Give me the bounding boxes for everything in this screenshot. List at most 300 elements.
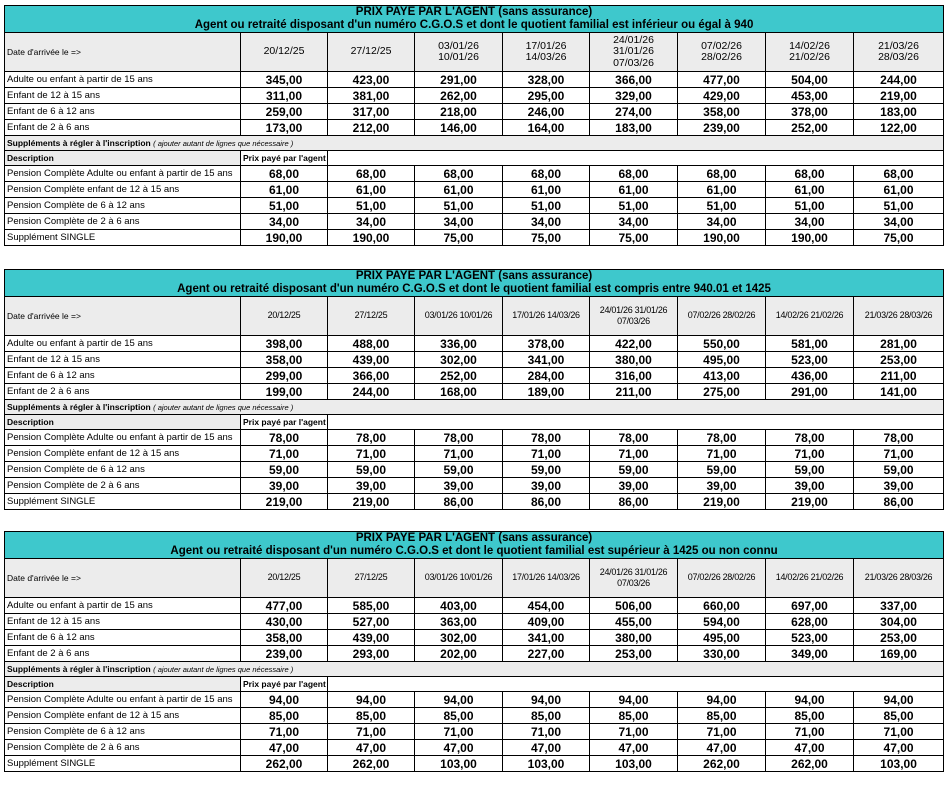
header-spacer <box>328 415 944 430</box>
supplement-price-cell: 71,00 <box>241 724 328 740</box>
price-cell: 211,00 <box>854 368 944 384</box>
supplement-price-cell: 86,00 <box>503 494 590 510</box>
arrival-date-cell <box>415 33 503 72</box>
price-cell: 275,00 <box>678 384 766 400</box>
supplement-price-cell: 61,00 <box>766 182 854 198</box>
price-cell: 422,00 <box>590 336 678 352</box>
price-cell: 488,00 <box>328 336 415 352</box>
supplement-price-cell: 34,00 <box>241 214 328 230</box>
price-cell: 218,00 <box>415 104 503 120</box>
row-label: Enfant de 2 à 6 ans <box>5 384 241 400</box>
table-row <box>5 368 944 384</box>
price-cell: 429,00 <box>678 88 766 104</box>
supplement-price-cell: 71,00 <box>503 446 590 462</box>
supplement-price-cell: 34,00 <box>415 214 503 230</box>
price-cell: 302,00 <box>415 630 503 646</box>
price-cell: 259,00 <box>241 104 328 120</box>
price-cell: 358,00 <box>241 352 328 368</box>
supplement-price-cell: 94,00 <box>415 692 503 708</box>
arrival-date: 14/03/26 <box>525 51 567 63</box>
row-label: Adulte ou enfant à partir de 15 ans <box>5 336 241 352</box>
supplement-price-cell: 94,00 <box>854 692 944 708</box>
arrival-date: 21/03/26 28/03/26 <box>864 310 933 321</box>
description-header: Description <box>5 151 241 166</box>
arrival-date: 03/01/26 10/01/26 <box>424 310 493 321</box>
arrival-date-cell <box>766 297 854 336</box>
supplement-price-cell: 190,00 <box>678 230 766 246</box>
price-cell: 252,00 <box>766 120 854 136</box>
supplement-label: Pension Complète enfant de 12 à 15 ans <box>5 446 241 462</box>
arrival-date: 17/01/26 14/03/26 <box>512 310 580 321</box>
arrival-date: 24/01/26 <box>613 33 654 46</box>
supplement-row <box>5 724 944 740</box>
supplement-price-cell: 47,00 <box>766 740 854 756</box>
price-cell: 291,00 <box>766 384 854 400</box>
supplement-price-cell: 78,00 <box>415 430 503 446</box>
supplement-price-cell: 94,00 <box>766 692 854 708</box>
supplement-price-cell: 78,00 <box>678 430 766 446</box>
price-cell: 413,00 <box>678 368 766 384</box>
supplement-price-cell: 71,00 <box>590 724 678 740</box>
arrival-date-cell <box>415 559 503 598</box>
supplement-label: Pension Complète enfant de 12 à 15 ans <box>5 182 241 198</box>
supplement-row <box>5 214 944 230</box>
supplement-price-cell: 34,00 <box>590 214 678 230</box>
table-row <box>5 120 944 136</box>
arrival-date-cell <box>503 33 590 72</box>
price-cell: 295,00 <box>503 88 590 104</box>
price-cell: 183,00 <box>854 104 944 120</box>
section-header <box>5 6 944 33</box>
row-label: Adulte ou enfant à partir de 15 ans <box>5 72 241 88</box>
arrival-date: 14/02/26 <box>789 39 830 52</box>
price-cell: 246,00 <box>503 104 590 120</box>
supplements-note: ( ajouter autant de lignes que nécessaire ) <box>153 403 294 412</box>
price-cell: 550,00 <box>678 336 766 352</box>
table-row <box>5 72 944 88</box>
supplement-price-cell: 39,00 <box>678 478 766 494</box>
supplement-price-cell: 51,00 <box>328 198 415 214</box>
supplement-label: Pension Complète de 2 à 6 ans <box>5 214 241 230</box>
arrival-date: 03/01/26 <box>438 39 479 52</box>
arrival-date-cell <box>503 559 590 598</box>
arrival-date-cell <box>854 559 944 598</box>
price-cell: 477,00 <box>678 72 766 88</box>
dates-row <box>5 559 944 598</box>
supplement-price-cell: 86,00 <box>854 494 944 510</box>
table-row <box>5 336 944 352</box>
price-cell: 628,00 <box>766 614 854 630</box>
supplement-row <box>5 166 944 182</box>
arrival-date: 21/03/26 28/03/26 <box>864 572 933 583</box>
arrival-date: 27/12/25 <box>354 310 388 321</box>
supplement-row <box>5 198 944 214</box>
supplement-price-cell: 94,00 <box>328 692 415 708</box>
price-cell: 380,00 <box>590 630 678 646</box>
price-cell: 341,00 <box>503 630 590 646</box>
price-cell: 439,00 <box>328 352 415 368</box>
price-paid-header: Prix payé par l'agent <box>241 415 328 430</box>
supplement-label: Pension Complète Adulte ou enfant à partir de 15 ans <box>5 692 241 708</box>
supplement-price-cell: 262,00 <box>241 756 328 772</box>
supplement-price-cell: 85,00 <box>854 708 944 724</box>
supplement-price-cell: 85,00 <box>415 708 503 724</box>
table-row <box>5 352 944 368</box>
price-cell: 211,00 <box>590 384 678 400</box>
supplement-price-cell: 68,00 <box>766 166 854 182</box>
supplement-price-cell: 71,00 <box>854 446 944 462</box>
supplement-price-cell: 71,00 <box>503 724 590 740</box>
supplement-row <box>5 230 944 246</box>
price-cell: 330,00 <box>678 646 766 662</box>
supplement-price-cell: 59,00 <box>415 462 503 478</box>
supplement-row <box>5 692 944 708</box>
table-row <box>5 384 944 400</box>
supplement-price-cell: 78,00 <box>854 430 944 446</box>
arrival-date-cell <box>766 33 854 72</box>
supplement-price-cell: 68,00 <box>854 166 944 182</box>
arrival-date: 17/01/26 <box>525 39 567 52</box>
supplement-price-cell: 94,00 <box>503 692 590 708</box>
section-header <box>5 270 944 297</box>
supplement-price-cell: 59,00 <box>766 462 854 478</box>
arrival-date-cell <box>241 559 328 598</box>
price-cell: 366,00 <box>328 368 415 384</box>
supplement-label: Supplément SINGLE <box>5 494 241 510</box>
supplement-price-cell: 85,00 <box>328 708 415 724</box>
arrival-date: 31/01/26 <box>613 45 654 58</box>
price-cell: 477,00 <box>241 598 328 614</box>
supplement-row <box>5 494 944 510</box>
price-cell: 141,00 <box>854 384 944 400</box>
row-label: Enfant de 12 à 15 ans <box>5 352 241 368</box>
supplement-price-cell: 103,00 <box>590 756 678 772</box>
arrival-date: 27/12/25 <box>350 45 392 58</box>
supplement-price-cell: 75,00 <box>590 230 678 246</box>
supplement-label: Pension Complète de 6 à 12 ans <box>5 462 241 478</box>
row-label: Enfant de 2 à 6 ans <box>5 646 241 662</box>
price-cell: 358,00 <box>678 104 766 120</box>
supplement-price-cell: 39,00 <box>328 478 415 494</box>
supplement-price-cell: 78,00 <box>241 430 328 446</box>
arrival-date: 17/01/26 14/03/26 <box>512 572 580 583</box>
supplement-price-cell: 61,00 <box>854 182 944 198</box>
supplement-price-cell: 71,00 <box>415 724 503 740</box>
section-header <box>5 532 944 559</box>
price-cell: 202,00 <box>415 646 503 662</box>
supplement-price-cell: 85,00 <box>590 708 678 724</box>
supplement-row <box>5 740 944 756</box>
supplement-price-cell: 262,00 <box>766 756 854 772</box>
supplement-row <box>5 430 944 446</box>
supplement-price-cell: 39,00 <box>415 478 503 494</box>
supplement-price-cell: 39,00 <box>766 478 854 494</box>
supplement-price-cell: 85,00 <box>678 708 766 724</box>
price-cell: 227,00 <box>503 646 590 662</box>
price-cell: 183,00 <box>590 120 678 136</box>
price-cell: 189,00 <box>503 384 590 400</box>
price-cell: 304,00 <box>854 614 944 630</box>
supplements-title: Suppléments à régler à l'inscription <box>7 138 151 148</box>
supplement-price-cell: 61,00 <box>678 182 766 198</box>
supplement-row <box>5 462 944 478</box>
supplements-heading <box>5 662 944 677</box>
supplement-row <box>5 446 944 462</box>
section-subtitle: Agent ou retraité disposant d'un numéro C.G.O.S et dont le quotient familial est inférieur ou égal à 940 <box>194 19 754 31</box>
supplement-price-cell: 78,00 <box>503 430 590 446</box>
table-row <box>5 646 944 662</box>
arrival-date: 07/02/26 28/02/26 <box>687 310 756 321</box>
row-label: Enfant de 12 à 15 ans <box>5 614 241 630</box>
supplement-price-cell: 71,00 <box>854 724 944 740</box>
supplement-price-cell: 61,00 <box>241 182 328 198</box>
supplement-label: Pension Complète de 6 à 12 ans <box>5 724 241 740</box>
supplement-price-cell: 219,00 <box>678 494 766 510</box>
supplement-row <box>5 478 944 494</box>
arrival-date: 24/01/26 31/01/26 <box>599 304 668 315</box>
price-cell: 336,00 <box>415 336 503 352</box>
row-label: Enfant de 6 à 12 ans <box>5 104 241 120</box>
price-cell: 398,00 <box>241 336 328 352</box>
price-cell: 291,00 <box>415 72 503 88</box>
supplement-price-cell: 85,00 <box>766 708 854 724</box>
arrival-date: 07/02/26 <box>701 39 742 52</box>
supplement-row <box>5 182 944 198</box>
supplement-price-cell: 71,00 <box>241 446 328 462</box>
price-cell: 380,00 <box>590 352 678 368</box>
arrival-date-cell <box>328 297 415 336</box>
supplements-note: ( ajouter autant de lignes que nécessaire ) <box>153 665 294 674</box>
supplements-heading <box>5 400 944 415</box>
supplement-price-cell: 75,00 <box>415 230 503 246</box>
supplement-price-cell: 39,00 <box>241 478 328 494</box>
section-title: PRIX PAYE PAR L'AGENT (sans assurance) <box>355 270 593 282</box>
supplement-price-cell: 34,00 <box>328 214 415 230</box>
supplement-label: Supplément SINGLE <box>5 230 241 246</box>
supplement-price-cell: 51,00 <box>854 198 944 214</box>
price-cell: 381,00 <box>328 88 415 104</box>
row-label: Enfant de 6 à 12 ans <box>5 368 241 384</box>
row-label: Enfant de 2 à 6 ans <box>5 120 241 136</box>
supplements-heading <box>5 136 944 151</box>
supplement-price-cell: 68,00 <box>590 166 678 182</box>
supplement-price-cell: 219,00 <box>766 494 854 510</box>
supplement-price-cell: 68,00 <box>678 166 766 182</box>
supplement-price-cell: 47,00 <box>854 740 944 756</box>
price-cell: 455,00 <box>590 614 678 630</box>
supplement-price-cell: 47,00 <box>678 740 766 756</box>
arrival-date-cell <box>328 559 415 598</box>
supplement-price-cell: 59,00 <box>241 462 328 478</box>
price-cell: 253,00 <box>854 352 944 368</box>
price-paid-header: Prix payé par l'agent <box>241 151 328 166</box>
supplement-price-cell: 59,00 <box>678 462 766 478</box>
supplement-price-cell: 86,00 <box>590 494 678 510</box>
price-cell: 253,00 <box>854 630 944 646</box>
supplement-price-cell: 59,00 <box>854 462 944 478</box>
arrival-date: 07/03/26 <box>617 578 650 588</box>
supplement-label: Pension Complète de 6 à 12 ans <box>5 198 241 214</box>
price-table-1 <box>4 5 944 246</box>
supplement-price-cell: 51,00 <box>241 198 328 214</box>
arrival-date-cell <box>503 297 590 336</box>
price-cell: 439,00 <box>328 630 415 646</box>
price-cell: 506,00 <box>590 598 678 614</box>
supplement-price-cell: 86,00 <box>415 494 503 510</box>
supplement-price-cell: 39,00 <box>854 478 944 494</box>
supplement-label: Supplément SINGLE <box>5 756 241 772</box>
supplement-price-cell: 94,00 <box>678 692 766 708</box>
supplement-price-cell: 75,00 <box>854 230 944 246</box>
supplement-price-cell: 190,00 <box>766 230 854 246</box>
supplement-label: Pension Complète enfant de 12 à 15 ans <box>5 708 241 724</box>
price-cell: 495,00 <box>678 630 766 646</box>
price-table-2 <box>4 269 944 510</box>
supplement-price-cell: 39,00 <box>503 478 590 494</box>
price-cell: 328,00 <box>503 72 590 88</box>
price-cell: 293,00 <box>328 646 415 662</box>
arrival-date: 28/03/26 <box>878 51 919 63</box>
supplement-price-cell: 219,00 <box>241 494 328 510</box>
price-cell: 299,00 <box>241 368 328 384</box>
arrival-date: 03/01/26 10/01/26 <box>424 572 493 583</box>
arrival-date-cell <box>678 559 766 598</box>
supplement-price-cell: 71,00 <box>415 446 503 462</box>
supplement-price-cell: 78,00 <box>328 430 415 446</box>
supplement-price-cell: 51,00 <box>503 198 590 214</box>
table-row <box>5 88 944 104</box>
supplement-price-cell: 71,00 <box>678 724 766 740</box>
arrival-date-label: Date d'arrivée le => <box>5 33 241 72</box>
price-cell: 146,00 <box>415 120 503 136</box>
supplement-price-cell: 103,00 <box>503 756 590 772</box>
supplement-price-cell: 59,00 <box>590 462 678 478</box>
table-row <box>5 104 944 120</box>
dates-row <box>5 33 944 72</box>
supplement-price-cell: 47,00 <box>503 740 590 756</box>
price-paid-header: Prix payé par l'agent <box>241 677 328 692</box>
price-cell: 378,00 <box>766 104 854 120</box>
price-cell: 337,00 <box>854 598 944 614</box>
supplement-label: Pension Complète de 2 à 6 ans <box>5 478 241 494</box>
supplement-price-cell: 47,00 <box>328 740 415 756</box>
arrival-date: 28/02/26 <box>701 51 742 63</box>
price-cell: 454,00 <box>503 598 590 614</box>
supplement-price-cell: 51,00 <box>678 198 766 214</box>
header-spacer <box>328 677 944 692</box>
price-cell: 329,00 <box>590 88 678 104</box>
price-cell: 349,00 <box>766 646 854 662</box>
supplements-note: ( ajouter autant de lignes que nécessaire ) <box>153 139 294 148</box>
supplement-price-cell: 71,00 <box>766 446 854 462</box>
price-cell: 173,00 <box>241 120 328 136</box>
arrival-date: 07/03/26 <box>617 316 650 326</box>
section-title: PRIX PAYE PAR L'AGENT (sans assurance) <box>355 6 593 18</box>
supplement-price-cell: 71,00 <box>328 724 415 740</box>
price-cell: 164,00 <box>503 120 590 136</box>
arrival-date-cell <box>766 559 854 598</box>
price-cell: 423,00 <box>328 72 415 88</box>
price-cell: 660,00 <box>678 598 766 614</box>
price-cell: 239,00 <box>678 120 766 136</box>
price-cell: 697,00 <box>766 598 854 614</box>
supplement-price-cell: 71,00 <box>766 724 854 740</box>
arrival-date: 20/12/25 <box>263 45 305 58</box>
price-cell: 252,00 <box>415 368 503 384</box>
arrival-date-cell <box>415 297 503 336</box>
supplement-price-cell: 59,00 <box>328 462 415 478</box>
supplement-price-cell: 51,00 <box>415 198 503 214</box>
supplement-price-cell: 94,00 <box>241 692 328 708</box>
supplement-price-cell: 103,00 <box>854 756 944 772</box>
price-cell: 358,00 <box>241 630 328 646</box>
supplement-price-cell: 68,00 <box>328 166 415 182</box>
row-label: Enfant de 12 à 15 ans <box>5 88 241 104</box>
arrival-date: 14/02/26 21/02/26 <box>775 572 844 583</box>
arrival-date: 20/12/25 <box>267 310 301 321</box>
supplement-price-cell: 34,00 <box>678 214 766 230</box>
description-header: Description <box>5 415 241 430</box>
supplement-price-cell: 61,00 <box>590 182 678 198</box>
arrival-date-cell <box>241 33 328 72</box>
price-cell: 523,00 <box>766 630 854 646</box>
row-label: Adulte ou enfant à partir de 15 ans <box>5 598 241 614</box>
price-cell: 244,00 <box>854 72 944 88</box>
supplement-price-cell: 47,00 <box>241 740 328 756</box>
supplement-price-cell: 75,00 <box>503 230 590 246</box>
price-cell: 122,00 <box>854 120 944 136</box>
supplement-price-cell: 219,00 <box>328 494 415 510</box>
supplement-price-cell: 34,00 <box>503 214 590 230</box>
arrival-date-label: Date d'arrivée le => <box>5 297 241 336</box>
price-cell: 284,00 <box>503 368 590 384</box>
price-cell: 594,00 <box>678 614 766 630</box>
table-row <box>5 598 944 614</box>
arrival-date: 24/01/26 31/01/26 <box>599 566 668 577</box>
arrival-date: 21/02/26 <box>789 51 830 63</box>
supplement-label: Pension Complète de 2 à 6 ans <box>5 740 241 756</box>
price-cell: 262,00 <box>415 88 503 104</box>
price-cell: 168,00 <box>415 384 503 400</box>
supplement-price-cell: 51,00 <box>590 198 678 214</box>
header-spacer <box>328 151 944 166</box>
section-subtitle: Agent ou retraité disposant d'un numéro C.G.O.S et dont le quotient familial est supérieur à 1425 ou non connu <box>170 545 778 557</box>
supplement-label: Pension Complète Adulte ou enfant à partir de 15 ans <box>5 166 241 182</box>
supplement-price-cell: 262,00 <box>328 756 415 772</box>
supplement-price-cell: 34,00 <box>854 214 944 230</box>
arrival-date: 07/02/26 28/02/26 <box>687 572 756 583</box>
price-cell: 403,00 <box>415 598 503 614</box>
supplement-price-cell: 103,00 <box>415 756 503 772</box>
price-cell: 317,00 <box>328 104 415 120</box>
price-cell: 274,00 <box>590 104 678 120</box>
arrival-date-label: Date d'arrivée le => <box>5 559 241 598</box>
arrival-date-cell <box>678 297 766 336</box>
price-cell: 409,00 <box>503 614 590 630</box>
price-cell: 239,00 <box>241 646 328 662</box>
arrival-date: 14/02/26 21/02/26 <box>775 310 844 321</box>
price-cell: 345,00 <box>241 72 328 88</box>
price-cell: 341,00 <box>503 352 590 368</box>
supplement-price-cell: 85,00 <box>503 708 590 724</box>
price-cell: 169,00 <box>854 646 944 662</box>
supplement-price-cell: 47,00 <box>415 740 503 756</box>
arrival-date: 07/03/26 <box>613 56 654 69</box>
price-cell: 363,00 <box>415 614 503 630</box>
price-cell: 219,00 <box>854 88 944 104</box>
supplement-price-cell: 34,00 <box>766 214 854 230</box>
supplement-row <box>5 756 944 772</box>
